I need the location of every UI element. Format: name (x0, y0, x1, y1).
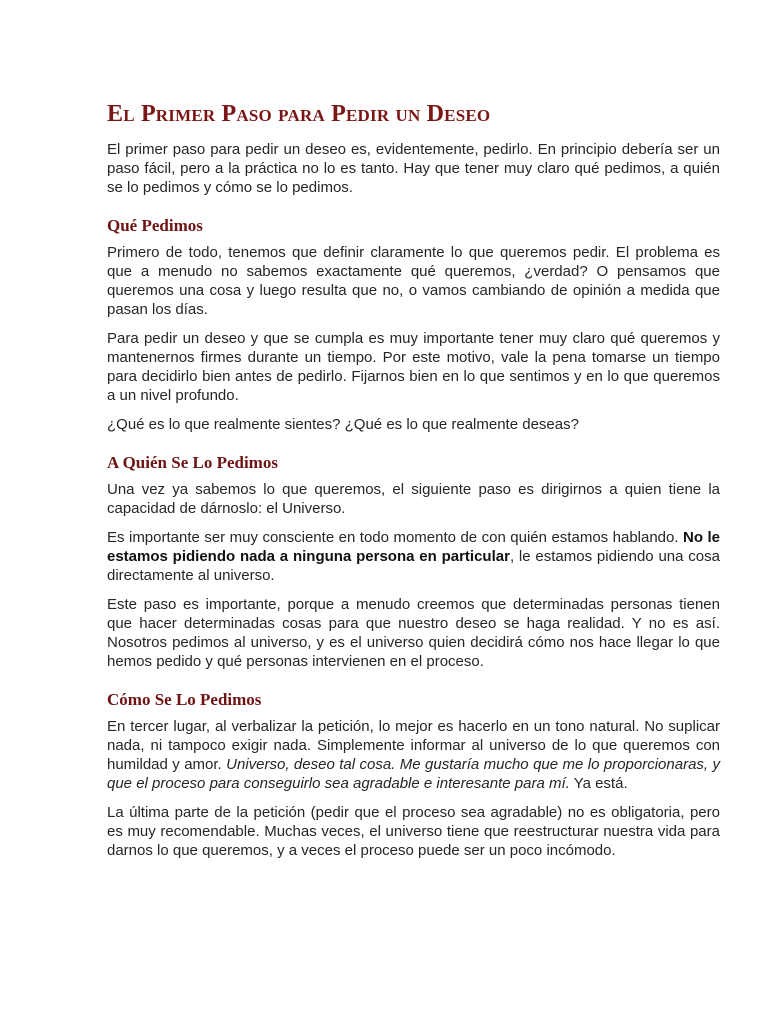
paragraph-text: En tercer lugar, al verbalizar la petición, lo mejor es hacerlo en un tono natural. No suplicar nada, ni tampoco exigir nada. Simplemente informar al universo de lo que queremos con humildad y amor. (107, 718, 720, 773)
section-heading-que-pedimos: Qué Pedimos (107, 216, 203, 235)
paragraph: La última parte de la petición (pedir que el proceso sea agradable) no es obligatoria, pero es muy recomendable. Muchas veces, el universo tiene que reestructurar nuestra vida para darnos lo que queremos, y a veces el proceso puede ser un poco incómodo. (107, 804, 720, 859)
paragraph: Una vez ya sabemos lo que queremos, el siguiente paso es dirigirnos a quien tiene la capacidad de dárnoslo: el Universo. (107, 481, 720, 517)
document-title: El Primer Paso para Pedir un Deseo (107, 101, 491, 127)
paragraph-text: Es importante ser muy consciente en todo momento de con quién estamos hablando. (107, 529, 684, 546)
paragraph-text: Ya está. (569, 775, 628, 792)
italic-quote: Universo, deseo tal cosa. Me gustaría mucho que me lo proporcionaras, y que el proceso para conseguirlo sea agradable e interesante para mí. (107, 756, 721, 792)
paragraph: Este paso es importante, porque a menudo creemos que determinadas personas tienen que hacer determinadas cosas para que nuestro deseo se haga realidad. Y no es así. Nosotros pedimos al universo, y es el universo quien decidirá cómo nos hace llegar lo que hemos pedido y qué personas intervienen en el proceso. (107, 596, 720, 670)
paragraph: Primero de todo, tenemos que definir claramente lo que queremos pedir. El problema es que a menudo no sabemos exactamente qué queremos, ¿verdad? O pensamos que queremos una cosa y luego resulta que no, o vamos cambiando de opinión a medida que pasan los días. (107, 244, 720, 318)
paragraph-text: , le estamos pidiendo una cosa directamente al universo. (107, 548, 720, 584)
paragraph: Para pedir un deseo y que se cumpla es muy importante tener muy claro qué queremos y mantenernos firmes durante un tiempo. Por este motivo, vale la pena tomarse un tiempo para decidirlo bien antes de pedirlo. Fijarnos bien en lo que sentimos y en lo que queremos a un nivel profundo. (107, 330, 720, 404)
paragraph (107, 717, 720, 793)
bold-emphasis: No le estamos pidiendo nada a ninguna persona en particular (107, 529, 720, 565)
intro-paragraph: El primer paso para pedir un deseo es, evidentemente, pedirlo. En principio debería ser un paso fácil, pero a la práctica no lo es tanto. Hay que tener muy claro qué pedimos, a quién se lo pedimos y cómo se lo pedimos. (107, 141, 720, 196)
section-heading-como: Cómo Se Lo Pedimos (107, 690, 262, 709)
paragraph: ¿Qué es lo que realmente sientes? ¿Qué es lo que realmente deseas? (107, 416, 579, 433)
section-heading-a-quien: A Quién Se Lo Pedimos (107, 453, 278, 472)
paragraph (107, 528, 720, 585)
